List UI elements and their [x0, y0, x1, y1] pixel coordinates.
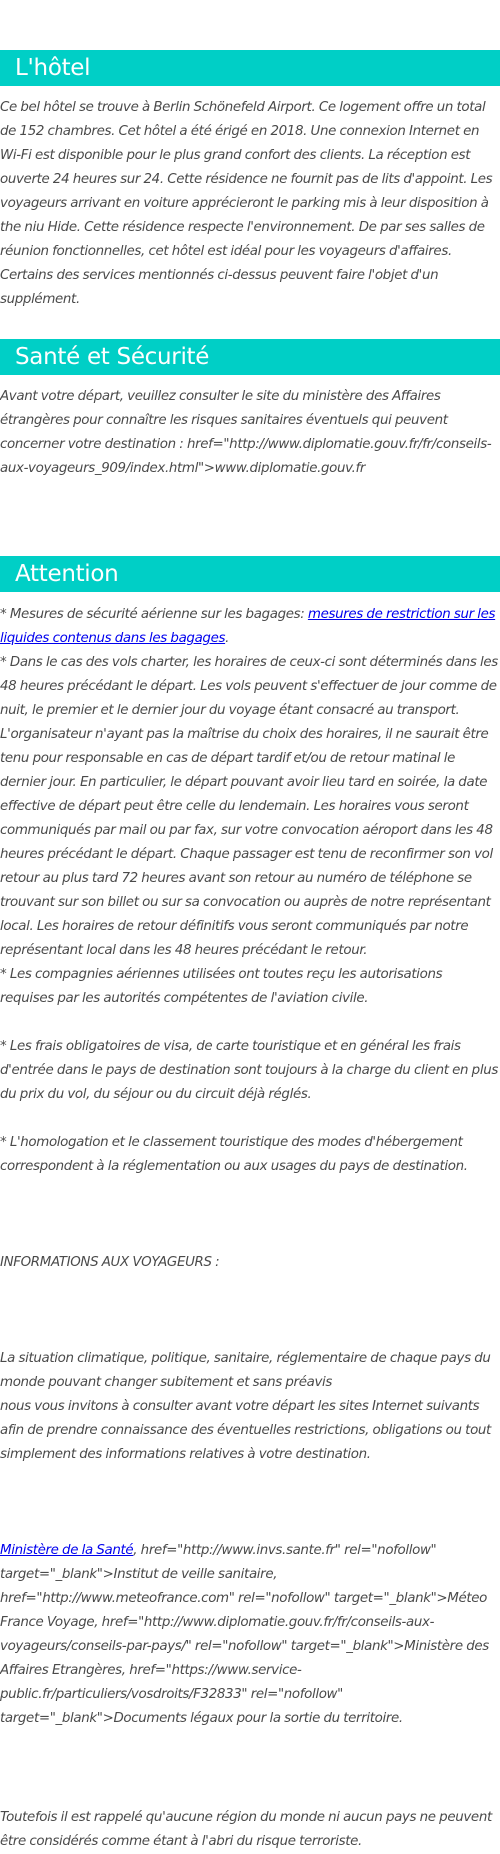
situation-line-2: nous vous invitons à consulter avant votre départ les sites Internet suivants afin de prendre connaissance des éventuelles restrictions, obligations ou tout simplement des informations relatives à votre destination. [0, 1399, 491, 1462]
ministere-sante-link[interactable]: Ministère de la Santé [0, 1543, 134, 1558]
travel-info-heading-block [0, 1251, 500, 1275]
visa-fees-block [0, 1035, 500, 1107]
useful-links-block [0, 1539, 500, 1731]
useful-links-rest: , href="http://www.invs.sante.fr" rel="nofollow" target="_blank">Institut de veille sanitaire, href="http://www.meteofrance.com" rel="nofollow" target="_blank">Méteo France Voyage, href="http://www.diplomatie.gouv.fr/fr/conseils-aux-voyageurs/conseils-par-pays/" rel="nofollow" target="_blank">Ministère des Affaires Etrangères, href="https://www.service-public.fr/particuliers/vosdroits/F32833" rel="nofollow" target="_blank">Documents légaux pour la sortie du territoire. [0, 1543, 489, 1726]
terrorism-warning-paragraph: Toutefois il est rappelé qu'aucune région du monde ni aucun pays ne peuvent être considérés comme étant à l'abri du risque terroriste. [0, 1810, 492, 1849]
hotel-description: Ce bel hôtel se trouve à Berlin Schönefeld Airport. Ce logement offre un total de 152 chambres. Cet hôtel a été érigé en 2018. Une connexion Internet en Wi-Fi est disponible pour le plus grand confort des clients. La réception est ouverte 24 heures sur 24. Cette résidence ne fournit pas de lits d'appoint. Les voyageurs arrivant en voiture apprécieront le parking mis à leur disposition à the niu Hide. Cette résidence respecte l'environnement. De par ses salles de réunion fonctionnelles, cet hôtel est idéal pour les voyageurs d'affaires. Certains des services mentionnés ci-dessus peuvent faire l'objet d'un supplément. [0, 100, 493, 307]
baggage-security-paragraph [0, 603, 500, 651]
accommodation-rating-paragraph: * L'homologation et le classement touristique des modes d'hébergement correspondent à la réglementation ou aux usages du pays de destination. [0, 1135, 468, 1174]
terrorism-warning-block [0, 1806, 500, 1854]
airline-authorization-paragraph: * Les compagnies aériennes utilisées ont toutes reçu les autorisations requises par les autorités compétentes de l'aviation civile. [0, 967, 443, 1006]
sante-body [0, 385, 500, 481]
attention-title: Attention [0, 556, 500, 592]
baggage-security-prefix: * Mesures de sécurité aérienne sur les bagages: [0, 607, 308, 622]
sante-section [0, 339, 500, 375]
attention-body [0, 603, 500, 1011]
situation-block [0, 1347, 500, 1467]
sante-title: Santé et Sécurité [0, 339, 500, 375]
travel-info-heading: INFORMATIONS AUX VOYAGEURS : [0, 1255, 220, 1270]
visa-fees-paragraph: * Les frais obligatoires de visa, de carte touristique et en général les frais d'entrée dans le pays de destination sont toujours à la charge du client en plus du prix du vol, du séjour ou du circuit déjà réglés. [0, 1039, 498, 1102]
charter-flights-paragraph: * Dans le cas des vols charter, les horaires de ceux-ci sont déterminés dans les 48 heures précédant le départ. Les vols peuvent s'effectuer de jour comme de nuit, le premier et le dernier jour du voyage étant consacré au transport. L'organisateur n'ayant pas la maîtrise du choix des horaires, il ne saurait être tenu pour responsable en cas de départ tardif et/ou de retour matinal le dernier jour. En particulier, le départ pouvant avoir lieu tard en soirée, la date effective de départ peut être celle du lendemain. Les horaires vous seront communiqués par mail ou par fax, sur votre convocation aéroport dans les 48 heures précédant le départ. Chaque passager est tenu de reconfirmer son vol retour au plus tard 72 heures avant son retour au numéro de téléphone se trouvant sur son billet ou sur sa convocation ou auprès de notre représentant local. Les horaires de retour définitifs vous seront communiqués par notre représentant local dans les 48 heures précédant le retour. [0, 655, 498, 958]
hotel-body [0, 96, 500, 312]
hotel-section [0, 50, 500, 86]
useful-links-paragraph [0, 1539, 500, 1731]
situation-line-1: La situation climatique, politique, sanitaire, réglementaire de chaque pays du monde pouvant changer subitement et sans préavis [0, 1351, 491, 1390]
sante-description: Avant votre départ, veuillez consulter le site du ministère des Affaires étrangères pour connaître les risques sanitaires éventuels qui peuvent concerner votre destination : href="http://www.diplomatie.gouv.fr/fr/conseils-aux-voyageurs_909/index.html">www.diplomatie.gouv.fr [0, 389, 492, 476]
attention-section [0, 556, 500, 592]
hotel-title: L'hôtel [0, 50, 500, 86]
accommodation-rating-block [0, 1131, 500, 1179]
baggage-security-suffix: . [225, 631, 230, 646]
liquids-restriction-link[interactable]: mesures de restriction sur les liquides contenus dans les bagages [0, 607, 496, 646]
